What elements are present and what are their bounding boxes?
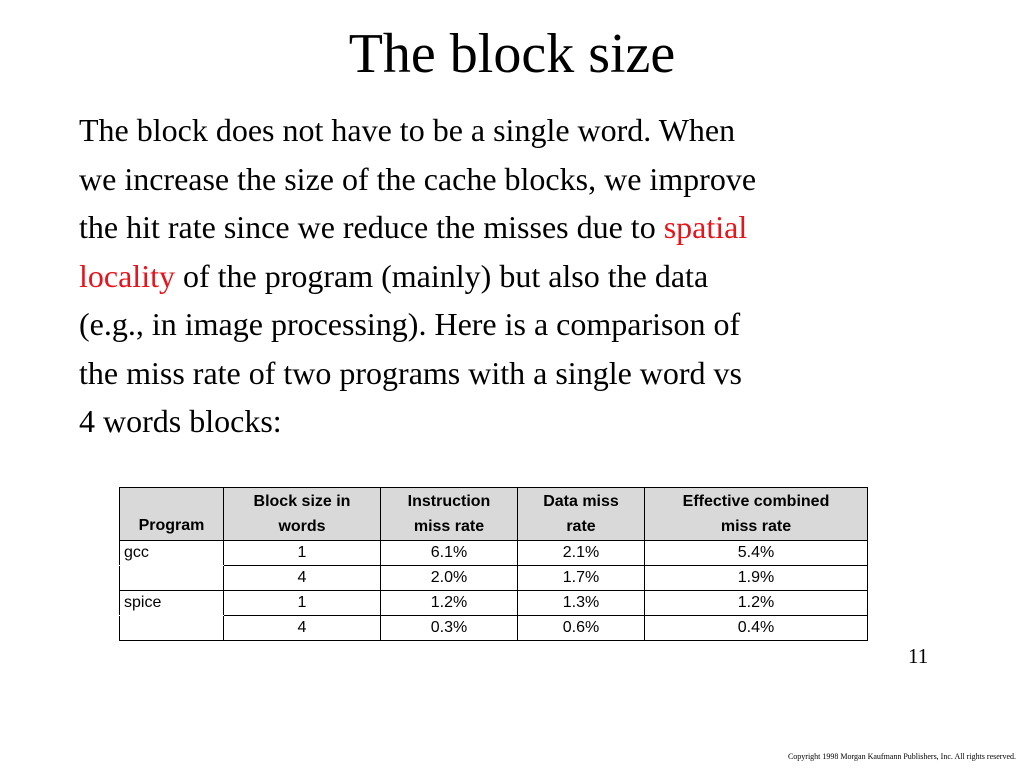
miss-rate-table xyxy=(119,487,868,641)
copyright-notice: Copyright 1998 Morgan Kaufmann Publishers, Inc. All rights reserved. xyxy=(787,752,1016,761)
cell-block-size: 1 xyxy=(224,541,381,566)
cell-data: 1.7% xyxy=(518,566,645,591)
cell-instruction: 2.0% xyxy=(381,566,518,591)
paragraph-line-6: the miss rate of two programs with a single word vs xyxy=(79,354,742,391)
header-effective-miss-rate xyxy=(645,488,868,541)
header-effective-line1: Effective combined xyxy=(682,493,830,510)
header-data-line1: Data miss xyxy=(543,493,619,510)
paragraph-line-7: 4 words blocks: xyxy=(79,403,282,439)
header-block-size-line2: words xyxy=(278,518,326,535)
cell-effective: 1.2% xyxy=(645,591,868,616)
paragraph-line-2: we increase the size of the cache blocks, we improve xyxy=(79,160,757,197)
cell-instruction: 1.2% xyxy=(381,591,518,616)
paragraph-line-5: (e.g., in image processing). Here is a comparison of xyxy=(79,306,741,342)
header-instruction-line1: Instruction xyxy=(407,493,491,510)
paragraph-line-1: The block does not have to be a single word. When xyxy=(79,112,736,148)
highlight-spatial: spatial xyxy=(663,209,748,245)
cell-block-size: 4 xyxy=(224,616,381,641)
cell-data: 2.1% xyxy=(518,541,645,566)
table-row xyxy=(120,541,868,566)
table-row xyxy=(120,591,868,616)
table-header-row xyxy=(120,488,868,541)
page-number: 11 xyxy=(908,644,929,668)
highlight-locality: locality xyxy=(79,257,175,294)
paragraph-line-4-text: of the program (mainly) but also the data xyxy=(174,257,709,294)
header-block-size-line1: Block size in xyxy=(253,493,351,510)
cell-effective: 5.4% xyxy=(645,541,868,566)
paragraph-line-4 xyxy=(79,252,959,301)
header-data-miss-rate xyxy=(518,488,645,541)
header-block-size xyxy=(224,488,381,541)
cell-effective: 0.4% xyxy=(645,616,868,641)
cell-program xyxy=(120,616,224,641)
cell-instruction: 0.3% xyxy=(381,616,518,641)
table-row xyxy=(120,616,868,641)
body-paragraph xyxy=(79,106,959,446)
cell-block-size: 1 xyxy=(224,591,381,616)
header-instruction-line2: miss rate xyxy=(413,518,485,535)
cell-block-size: 4 xyxy=(224,566,381,591)
cell-instruction: 6.1% xyxy=(381,541,518,566)
slide-title: The block size xyxy=(348,23,676,85)
header-program: Program xyxy=(120,488,224,541)
table-row xyxy=(120,566,868,591)
header-effective-line2: miss rate xyxy=(720,518,792,535)
cell-data: 1.3% xyxy=(518,591,645,616)
cell-program: gcc xyxy=(120,541,224,566)
paragraph-line-3-text: the hit rate since we reduce the misses due to xyxy=(79,209,664,245)
paragraph-line-3 xyxy=(79,203,959,252)
cell-program: spice xyxy=(120,591,224,616)
header-instruction-miss-rate xyxy=(381,488,518,541)
header-data-line2: rate xyxy=(566,518,596,535)
cell-data: 0.6% xyxy=(518,616,645,641)
cell-program xyxy=(120,566,224,591)
cell-effective: 1.9% xyxy=(645,566,868,591)
